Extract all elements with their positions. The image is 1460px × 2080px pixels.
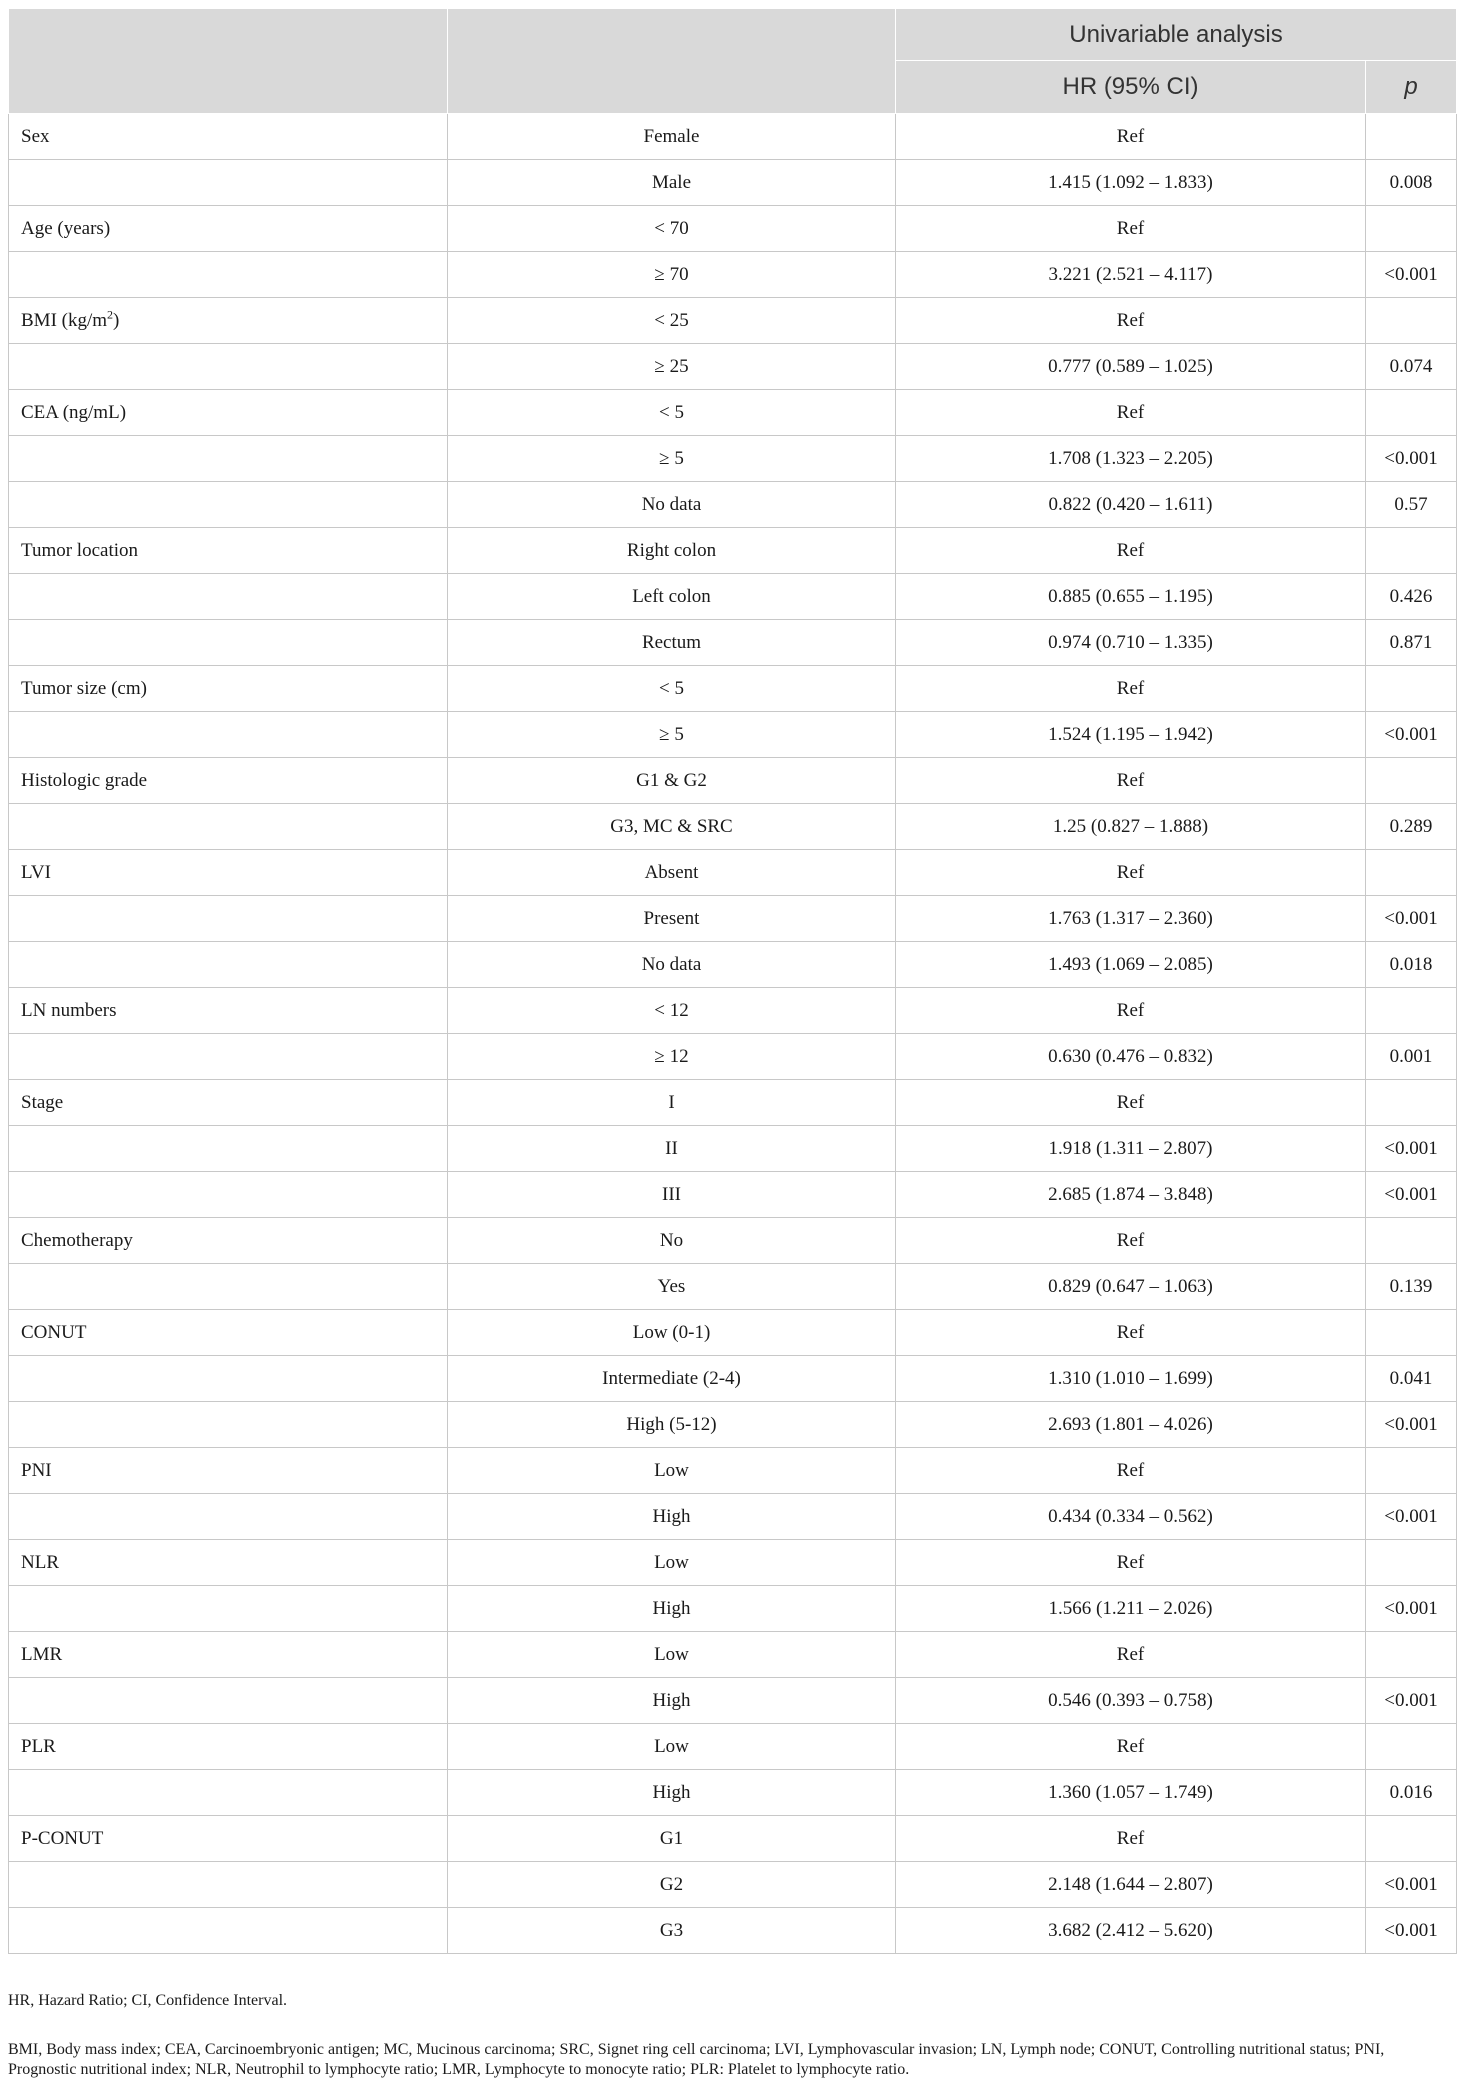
variable-cell: NLR	[9, 1540, 448, 1586]
hazard-ratio-cell: 0.546 (0.393 – 0.758)	[896, 1678, 1366, 1724]
hazard-ratio-cell: Ref	[896, 1540, 1366, 1586]
hazard-ratio-cell: 3.221 (2.521 – 4.117)	[896, 252, 1366, 298]
p-value-cell: <0.001	[1366, 1586, 1457, 1632]
table-row	[9, 1080, 1457, 1126]
p-value-cell: 0.001	[1366, 1034, 1457, 1080]
hazard-ratio-cell: 2.693 (1.801 – 4.026)	[896, 1402, 1366, 1448]
category-cell: < 70	[448, 206, 896, 252]
category-cell: Low	[448, 1540, 896, 1586]
category-cell: G3, MC & SRC	[448, 804, 896, 850]
table-row	[9, 1356, 1457, 1402]
hazard-ratio-cell: Ref	[896, 206, 1366, 252]
table-row	[9, 1494, 1457, 1540]
variable-cell	[9, 482, 448, 528]
table-header	[9, 9, 1457, 114]
table-row	[9, 482, 1457, 528]
header-hr-ci: HR (95% CI)	[896, 61, 1366, 114]
table-row	[9, 1126, 1457, 1172]
p-value-cell	[1366, 666, 1457, 712]
category-cell: High	[448, 1678, 896, 1724]
header-blank-category	[448, 9, 896, 114]
variable-cell	[9, 1586, 448, 1632]
p-value-cell: <0.001	[1366, 896, 1457, 942]
p-value-cell	[1366, 1310, 1457, 1356]
category-cell: Present	[448, 896, 896, 942]
p-value-cell	[1366, 988, 1457, 1034]
variable-cell	[9, 896, 448, 942]
table-row	[9, 1678, 1457, 1724]
p-value-cell	[1366, 114, 1457, 160]
table-row	[9, 1172, 1457, 1218]
hazard-ratio-cell: Ref	[896, 850, 1366, 896]
hazard-ratio-cell: 2.685 (1.874 – 3.848)	[896, 1172, 1366, 1218]
p-value-cell	[1366, 1632, 1457, 1678]
hazard-ratio-cell: Ref	[896, 1218, 1366, 1264]
hazard-ratio-cell: Ref	[896, 666, 1366, 712]
hazard-ratio-cell: Ref	[896, 1448, 1366, 1494]
header-univariable-analysis: Univariable analysis	[896, 9, 1457, 61]
p-value-cell: 0.139	[1366, 1264, 1457, 1310]
category-cell: ≥ 12	[448, 1034, 896, 1080]
table-row	[9, 1218, 1457, 1264]
p-value-cell: <0.001	[1366, 712, 1457, 758]
header-blank-variable	[9, 9, 448, 114]
p-value-cell: <0.001	[1366, 252, 1457, 298]
category-cell: High	[448, 1770, 896, 1816]
p-value-cell: <0.001	[1366, 1402, 1457, 1448]
hazard-ratio-cell: 0.822 (0.420 – 1.611)	[896, 482, 1366, 528]
table-row	[9, 850, 1457, 896]
table-body	[9, 114, 1457, 1954]
p-value-cell	[1366, 850, 1457, 896]
univariable-analysis-table	[8, 8, 1457, 1954]
table-row	[9, 390, 1457, 436]
category-cell: < 5	[448, 666, 896, 712]
variable-cell	[9, 344, 448, 390]
variable-cell: CEA (ng/mL)	[9, 390, 448, 436]
category-cell: G2	[448, 1862, 896, 1908]
category-cell: Low	[448, 1632, 896, 1678]
variable-cell: LN numbers	[9, 988, 448, 1034]
table-row	[9, 1264, 1457, 1310]
table-row	[9, 1540, 1457, 1586]
category-cell: No data	[448, 482, 896, 528]
table-row	[9, 804, 1457, 850]
table-row	[9, 712, 1457, 758]
p-value-cell	[1366, 1540, 1457, 1586]
variable-cell	[9, 1264, 448, 1310]
category-cell: Intermediate (2-4)	[448, 1356, 896, 1402]
variable-cell	[9, 942, 448, 988]
table-row	[9, 1770, 1457, 1816]
category-cell: II	[448, 1126, 896, 1172]
hazard-ratio-cell: 1.708 (1.323 – 2.205)	[896, 436, 1366, 482]
variable-cell: Stage	[9, 1080, 448, 1126]
variable-cell	[9, 1678, 448, 1724]
variable-cell: LVI	[9, 850, 448, 896]
variable-cell	[9, 1126, 448, 1172]
variable-cell	[9, 574, 448, 620]
variable-label-tail: )	[113, 309, 120, 331]
category-cell: High	[448, 1494, 896, 1540]
table-row	[9, 1034, 1457, 1080]
p-value-cell	[1366, 758, 1457, 804]
category-cell: ≥ 5	[448, 712, 896, 758]
hazard-ratio-cell: 1.524 (1.195 – 1.942)	[896, 712, 1366, 758]
table-row	[9, 1632, 1457, 1678]
category-cell: No	[448, 1218, 896, 1264]
p-value-cell: 0.041	[1366, 1356, 1457, 1402]
p-value-cell	[1366, 528, 1457, 574]
table-container	[8, 8, 1456, 1954]
table-row	[9, 114, 1457, 160]
variable-label: BMI (kg/m	[21, 309, 108, 331]
p-value-cell: 0.016	[1366, 1770, 1457, 1816]
category-cell: No data	[448, 942, 896, 988]
table-row	[9, 942, 1457, 988]
variable-cell: Tumor location	[9, 528, 448, 574]
variable-cell	[9, 712, 448, 758]
variable-cell	[9, 298, 448, 344]
table-row	[9, 1586, 1457, 1632]
category-cell: High	[448, 1586, 896, 1632]
table-row	[9, 298, 1457, 344]
variable-cell	[9, 620, 448, 666]
hazard-ratio-cell: 0.974 (0.710 – 1.335)	[896, 620, 1366, 666]
p-value-cell: 0.008	[1366, 160, 1457, 206]
variable-cell: PLR	[9, 1724, 448, 1770]
variable-cell: PNI	[9, 1448, 448, 1494]
category-cell: Absent	[448, 850, 896, 896]
variable-cell	[9, 804, 448, 850]
p-value-cell: 0.018	[1366, 942, 1457, 988]
hazard-ratio-cell: Ref	[896, 758, 1366, 804]
hazard-ratio-cell: Ref	[896, 114, 1366, 160]
hazard-ratio-cell: 1.566 (1.211 – 2.026)	[896, 1586, 1366, 1632]
hazard-ratio-cell: 0.885 (0.655 – 1.195)	[896, 574, 1366, 620]
category-cell: G1 & G2	[448, 758, 896, 804]
hazard-ratio-cell: 1.415 (1.092 – 1.833)	[896, 160, 1366, 206]
footnote-abbreviations-1: HR, Hazard Ratio; CI, Confidence Interval.	[8, 1992, 288, 2009]
p-value-cell	[1366, 390, 1457, 436]
p-value-cell: 0.57	[1366, 482, 1457, 528]
table-row	[9, 1908, 1457, 1954]
variable-cell	[9, 1770, 448, 1816]
p-value-cell	[1366, 1080, 1457, 1126]
variable-cell: Age (years)	[9, 206, 448, 252]
table-row	[9, 574, 1457, 620]
variable-cell	[9, 1862, 448, 1908]
table-row	[9, 1816, 1457, 1862]
hazard-ratio-cell: 1.493 (1.069 – 2.085)	[896, 942, 1366, 988]
p-value-cell: <0.001	[1366, 436, 1457, 482]
table-row	[9, 1862, 1457, 1908]
category-cell: High (5-12)	[448, 1402, 896, 1448]
category-cell: Low	[448, 1448, 896, 1494]
hazard-ratio-cell: Ref	[896, 1632, 1366, 1678]
hazard-ratio-cell: 0.829 (0.647 – 1.063)	[896, 1264, 1366, 1310]
table-row	[9, 252, 1457, 298]
variable-cell	[9, 1402, 448, 1448]
category-cell: Rectum	[448, 620, 896, 666]
hazard-ratio-cell: 1.918 (1.311 – 2.807)	[896, 1126, 1366, 1172]
p-value-cell	[1366, 206, 1457, 252]
category-cell: Male	[448, 160, 896, 206]
category-cell: III	[448, 1172, 896, 1218]
hazard-ratio-cell: Ref	[896, 1310, 1366, 1356]
category-cell: G1	[448, 1816, 896, 1862]
hazard-ratio-cell: Ref	[896, 528, 1366, 574]
header-p-value: p	[1366, 61, 1457, 114]
category-cell: ≥ 25	[448, 344, 896, 390]
category-cell: ≥ 5	[448, 436, 896, 482]
variable-cell	[9, 1356, 448, 1402]
hazard-ratio-cell: Ref	[896, 1724, 1366, 1770]
p-value-cell: 0.074	[1366, 344, 1457, 390]
variable-cell	[9, 436, 448, 482]
hazard-ratio-cell: 1.25 (0.827 – 1.888)	[896, 804, 1366, 850]
hazard-ratio-cell: 1.310 (1.010 – 1.699)	[896, 1356, 1366, 1402]
category-cell: I	[448, 1080, 896, 1126]
p-value-cell: 0.426	[1366, 574, 1457, 620]
footnote-text: BMI, Body mass index; CEA, Carcinoembryonic antigen; MC, Mucinous carcinoma; SRC, Signet ring cell carcinoma; LVI, Lymphovascular invasion; LN, Lymph node; CONUT, Controlling nutritional status; PNI, Prognostic nutritional index; NLR, Neutrophil to lymphocyte ratio; LMR, Lymphocyte to monocyte ratio; PLR: Platelet to lymphocyte ratio.	[8, 2041, 1385, 2078]
variable-cell	[9, 1172, 448, 1218]
category-cell: < 12	[448, 988, 896, 1034]
hazard-ratio-cell: Ref	[896, 988, 1366, 1034]
table-row	[9, 620, 1457, 666]
table-row	[9, 1310, 1457, 1356]
hazard-ratio-cell: 2.148 (1.644 – 2.807)	[896, 1862, 1366, 1908]
p-value-cell: 0.871	[1366, 620, 1457, 666]
table-row	[9, 344, 1457, 390]
variable-cell: P-CONUT	[9, 1816, 448, 1862]
table-row	[9, 160, 1457, 206]
hazard-ratio-cell: Ref	[896, 298, 1366, 344]
p-value-cell: <0.001	[1366, 1494, 1457, 1540]
category-cell: Left colon	[448, 574, 896, 620]
p-value-cell	[1366, 1816, 1457, 1862]
table-row	[9, 896, 1457, 942]
variable-cell: Tumor size (cm)	[9, 666, 448, 712]
hazard-ratio-cell: 0.777 (0.589 – 1.025)	[896, 344, 1366, 390]
variable-cell: Sex	[9, 114, 448, 160]
category-cell: Low (0-1)	[448, 1310, 896, 1356]
p-value-cell: <0.001	[1366, 1908, 1457, 1954]
table-row	[9, 988, 1457, 1034]
variable-cell	[9, 160, 448, 206]
variable-cell	[9, 1908, 448, 1954]
hazard-ratio-cell: 1.763 (1.317 – 2.360)	[896, 896, 1366, 942]
p-value-cell: <0.001	[1366, 1862, 1457, 1908]
table-row	[9, 1402, 1457, 1448]
variable-cell: CONUT	[9, 1310, 448, 1356]
variable-cell	[9, 1034, 448, 1080]
table-row	[9, 528, 1457, 574]
table-row	[9, 1724, 1457, 1770]
category-cell: G3	[448, 1908, 896, 1954]
footnote-abbreviations-2	[8, 2040, 1456, 2080]
variable-cell	[9, 252, 448, 298]
category-cell: < 5	[448, 390, 896, 436]
category-cell: Female	[448, 114, 896, 160]
category-cell: Right colon	[448, 528, 896, 574]
variable-superscript: 2	[107, 307, 114, 322]
variable-cell: Chemotherapy	[9, 1218, 448, 1264]
hazard-ratio-cell: 0.630 (0.476 – 0.832)	[896, 1034, 1366, 1080]
hazard-ratio-cell: 0.434 (0.334 – 0.562)	[896, 1494, 1366, 1540]
table-row	[9, 1448, 1457, 1494]
hazard-ratio-cell: Ref	[896, 390, 1366, 436]
hazard-ratio-cell: 3.682 (2.412 – 5.620)	[896, 1908, 1366, 1954]
variable-cell: LMR	[9, 1632, 448, 1678]
variable-cell: Histologic grade	[9, 758, 448, 804]
p-value-cell	[1366, 1724, 1457, 1770]
table-row	[9, 666, 1457, 712]
hazard-ratio-cell: 1.360 (1.057 – 1.749)	[896, 1770, 1366, 1816]
p-value-cell: <0.001	[1366, 1126, 1457, 1172]
table-row	[9, 436, 1457, 482]
table-row	[9, 206, 1457, 252]
hazard-ratio-cell: Ref	[896, 1816, 1366, 1862]
p-value-cell: <0.001	[1366, 1678, 1457, 1724]
category-cell: Yes	[448, 1264, 896, 1310]
category-cell: < 25	[448, 298, 896, 344]
p-value-cell	[1366, 298, 1457, 344]
variable-cell	[9, 1494, 448, 1540]
p-value-cell: <0.001	[1366, 1172, 1457, 1218]
table-row	[9, 758, 1457, 804]
p-value-cell	[1366, 1448, 1457, 1494]
hazard-ratio-cell: Ref	[896, 1080, 1366, 1126]
p-value-cell	[1366, 1218, 1457, 1264]
category-cell: Low	[448, 1724, 896, 1770]
category-cell: ≥ 70	[448, 252, 896, 298]
p-value-cell: 0.289	[1366, 804, 1457, 850]
